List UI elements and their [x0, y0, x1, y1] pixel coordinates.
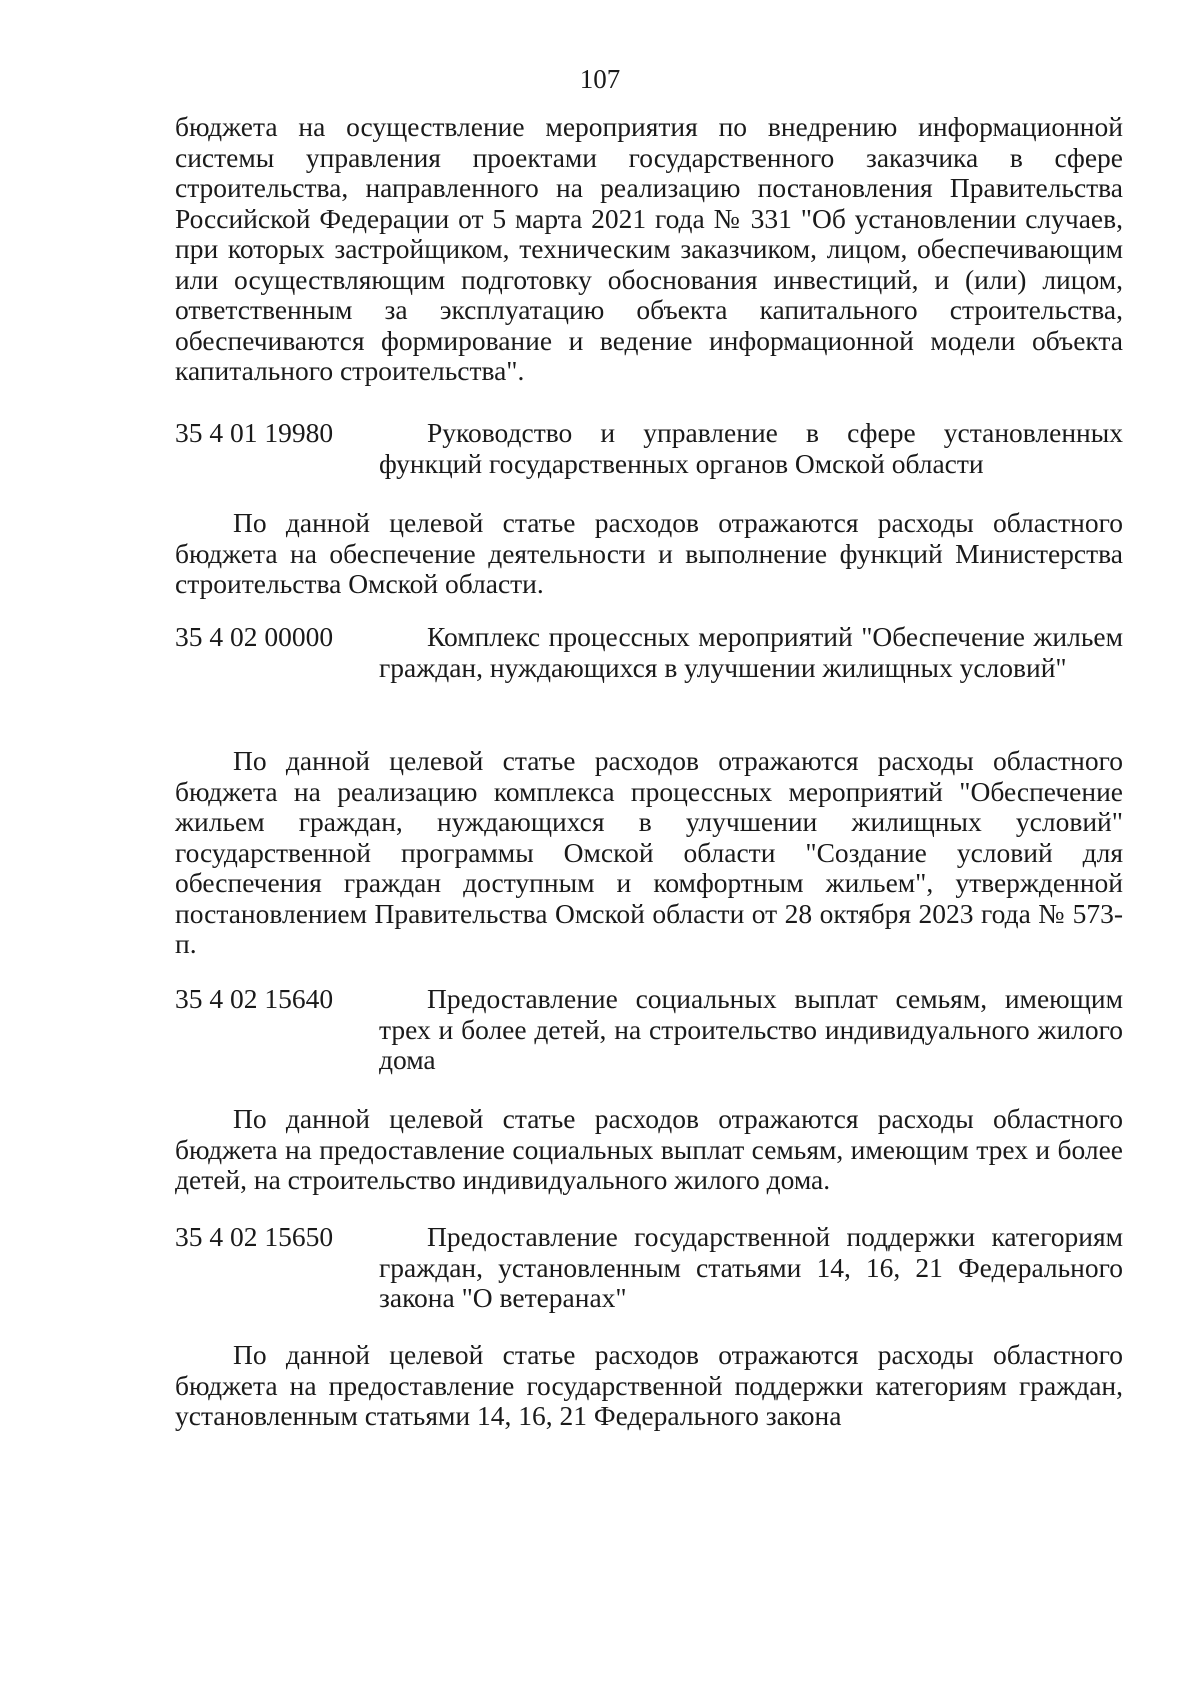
expense-code: 35 4 02 00000	[175, 621, 334, 652]
expense-code: 35 4 01 19980	[175, 417, 334, 448]
expense-title: Предоставление государственной поддержки категориям граждан, установленным статьями 14, 16, 21 Федерального закона "О ветеранах"	[379, 1221, 1123, 1313]
expense-description: По данной целевой статье расходов отражаются расходы областного бюджета на реализацию комплекса процессных мероприятий "Обеспечение жильем граждан, нуждающихся в улучшении жилищных условий" государственной программы Омской области "Создание условий для обеспечения граждан доступным и комфортным жильем", утвержденной постановлением Правительства Омской области от 28 октября 2023 года № 573-п.	[175, 745, 1123, 959]
intro-paragraph: бюджета на осуществление мероприятия по внедрению информационной системы управления проектами государственного заказчика в сфере строительства, направленного на реализацию постановления Правительства Российской Федерации от 5 марта 2021 года № 331 "Об установлении случаев, при которых застройщиком, техническим заказчиком, лицом, обеспечивающим или осуществляющим подготовку обоснования инвестиций, и (или) лицом, ответственным за эксплуатацию объекта капитального строительства, обеспечиваются формирование и ведение информационной модели объекта капитального строительства".	[175, 111, 1123, 386]
expense-code: 35 4 02 15640	[175, 983, 334, 1014]
expense-description: По данной целевой статье расходов отражаются расходы областного бюджета на предоставление государственной поддержки категориям граждан, установленным статьями 14, 16, 21 Федерального закона	[175, 1339, 1123, 1431]
expense-description: По данной целевой статье расходов отражаются расходы областного бюджета на обеспечение деятельности и выполнение функций Министерства строительства Омской области.	[175, 507, 1123, 599]
expense-code: 35 4 02 15650	[175, 1221, 334, 1252]
expense-title: Предоставление социальных выплат семьям, имеющим трех и более детей, на строительство индивидуального жилого дома	[379, 983, 1123, 1075]
expense-title: Комплекс процессных мероприятий "Обеспечение жильем граждан, нуждающихся в улучшении жилищных условий"	[379, 621, 1123, 683]
page-number: 107	[579, 64, 621, 94]
expense-title: Руководство и управление в сфере установленных функций государственных органов Омской области	[379, 417, 1123, 479]
expense-description: По данной целевой статье расходов отражаются расходы областного бюджета на предоставление социальных выплат семьям, имеющим трех и более детей, на строительство индивидуального жилого дома.	[175, 1103, 1123, 1195]
